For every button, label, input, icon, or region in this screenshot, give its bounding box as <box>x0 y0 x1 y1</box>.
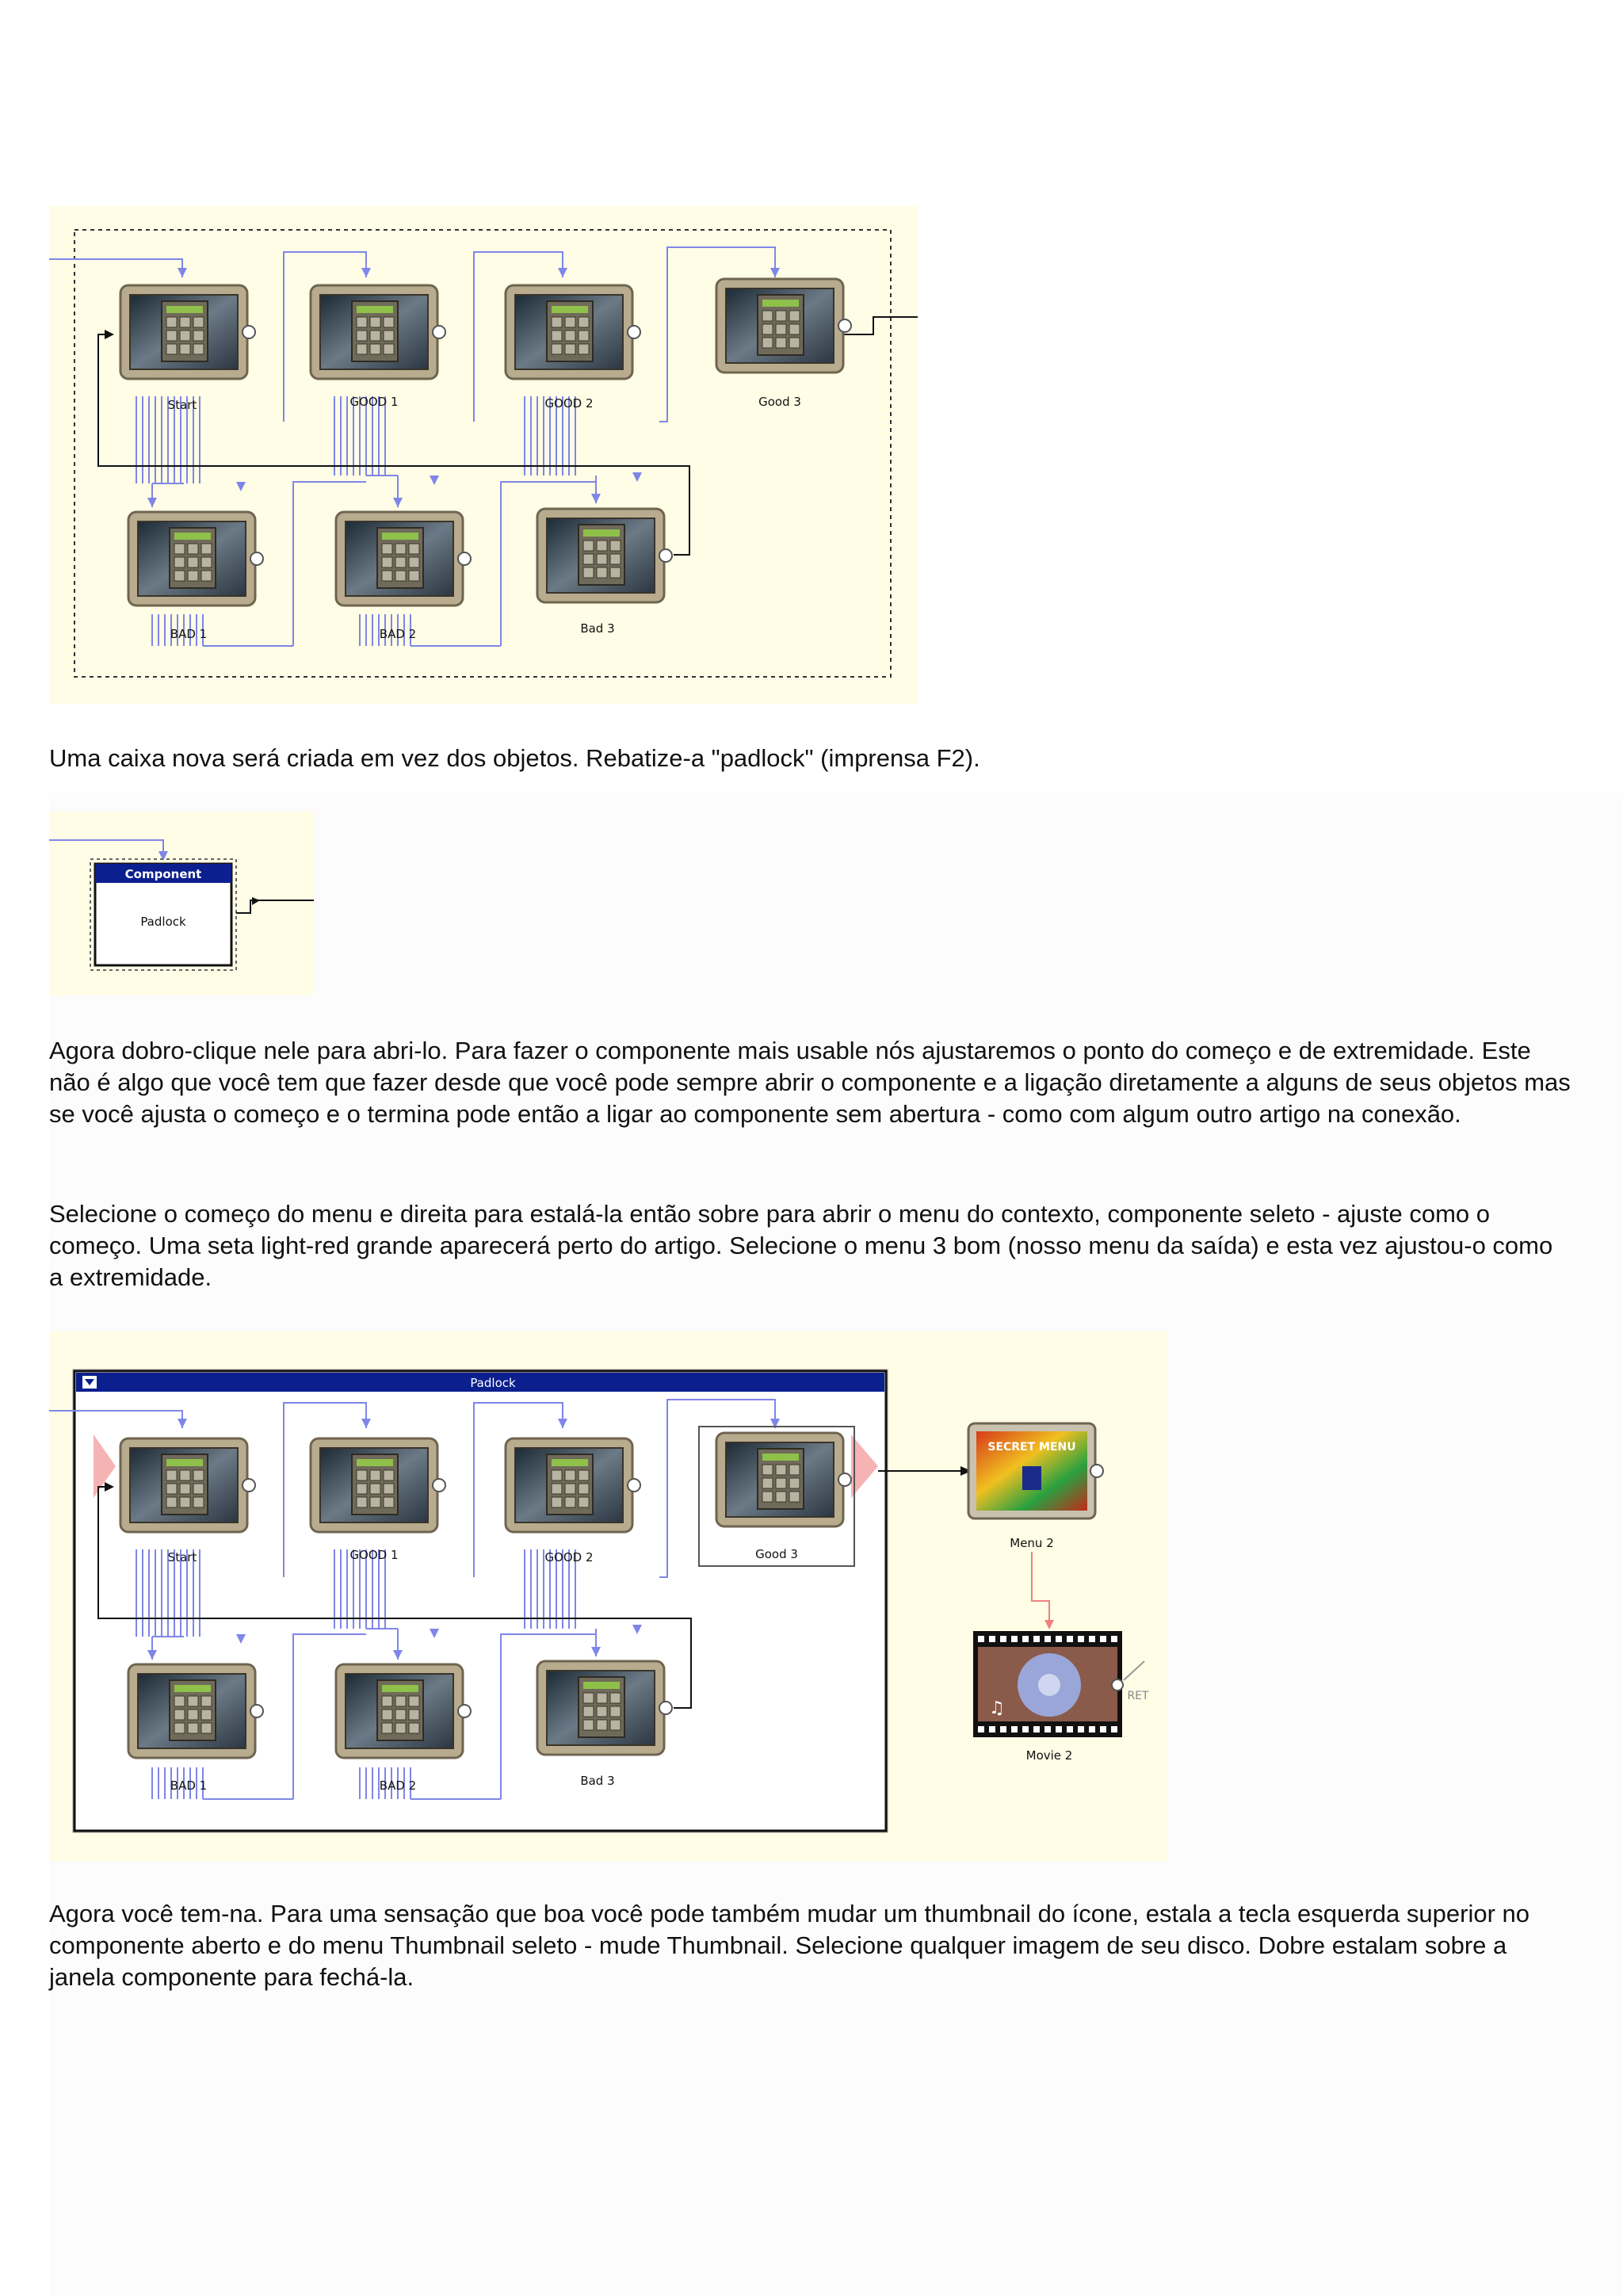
figure-padlock-window <box>49 1331 1168 1861</box>
component-header: Component <box>124 867 202 881</box>
fig3-node-start-label: Start <box>167 1550 197 1564</box>
fig1-node-bad3-label: Bad 3 <box>580 621 615 636</box>
movie-2-node[interactable] <box>973 1631 1123 1737</box>
figure-component-selection <box>49 206 918 704</box>
fig3-node-bad2-label: BAD 2 <box>379 1778 417 1793</box>
music-note-icon: ♫ <box>989 1698 1005 1718</box>
fig1-node-good3-label: Good 3 <box>758 395 801 409</box>
fig3-node-bad3-label: Bad 3 <box>580 1774 615 1788</box>
fig1-node-bad1-label: BAD 1 <box>170 627 208 641</box>
padlock-window-title: Padlock <box>470 1376 516 1390</box>
fig3-node-good3-label: Good 3 <box>755 1547 798 1561</box>
fig3-node-good1-label: GOOD 1 <box>349 1548 399 1562</box>
movie-2-ret-label: RET <box>1127 1690 1149 1702</box>
figure-padlock-component <box>49 812 314 995</box>
fig1-node-start-label: Start <box>167 398 197 412</box>
menu-2-thumbnail-text: SECRET MENU <box>987 1441 1076 1454</box>
menu-2-label: Menu 2 <box>1010 1536 1054 1550</box>
fig1-node-bad2-label: BAD 2 <box>379 627 417 641</box>
menu-2-node[interactable] <box>968 1423 1103 1519</box>
paragraph-3: Selecione o começo do menu e direita para estalá-la então sobre para abrir o menu do contexto, componente seleto - ajuste como o começo. Uma seta light-red grande aparecerá perto do artigo. Selecione o menu 3 bom (nosso menu da saída) e esta vez ajustou-o como a extremidade. <box>49 1200 1553 1291</box>
component-name[interactable]: Padlock <box>140 915 186 929</box>
paragraph-4: Agora você tem-na. Para uma sensação que boa você pode também mudar um thumbnail do ícone, estala a tecla esquerda superior no componente aberto e do menu Thumbnail seleto - mude Thumbnail. Selecione qualquer imagem de seu disco. Dobre estalam sobre a janela componente para fechá-la. <box>49 1900 1529 1991</box>
paragraph-2: Agora dobro-clique nele para abri-lo. Para fazer o componente mais usable nós ajustaremos o ponto do começo e de extremidade. Este não é algo que você tem que fazer desde que você pode sempre abrir o componente e a ligação diretamente a alguns de seus objetos mas se você ajusta o começo e o termina pode então a ligar ao componente sem abertura - como com algum outro artigo na conexão. <box>49 1037 1571 1128</box>
fig3-node-bad1-label: BAD 1 <box>170 1778 208 1793</box>
fig3-node-good2-label: GOOD 2 <box>544 1550 594 1564</box>
fig1-node-good2-label: GOOD 2 <box>544 396 594 411</box>
paragraph-1: Uma caixa nova será criada em vez dos objetos. Rebatize-a "padlock" (imprensa F2). <box>49 744 980 772</box>
fig1-node-good1-label: GOOD 1 <box>349 395 399 409</box>
movie-2-label: Movie 2 <box>1025 1748 1073 1763</box>
